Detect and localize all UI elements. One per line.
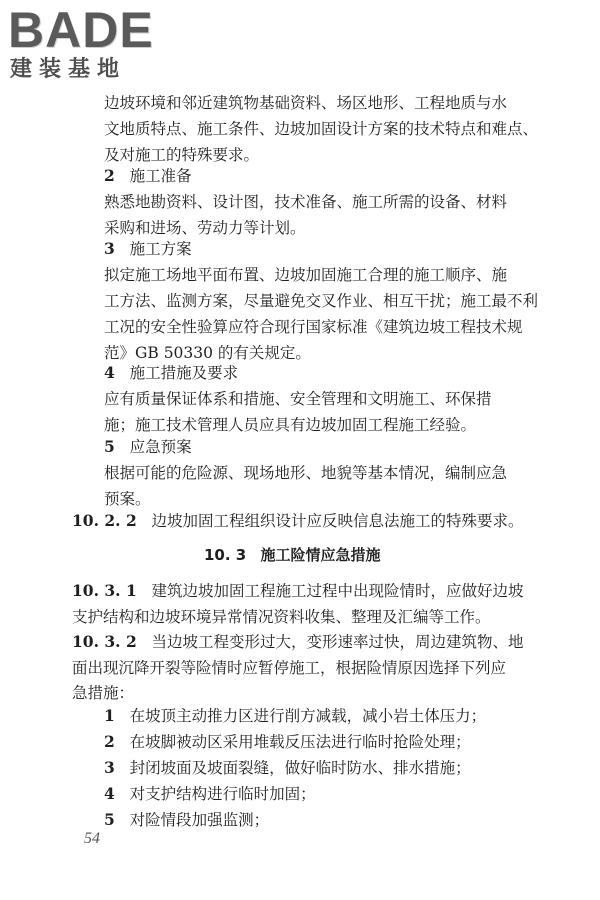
paragraph-line: 采购和进场、劳动力等计划。 [104,219,306,237]
list-item-heading: 2 施工准备 [104,166,192,185]
measure-item: 3 封闭坡面及坡面裂缝，做好临时防水、排水措施； [104,758,471,777]
page-number: 54 [84,830,100,847]
section-title: 10. 3 施工险情应急措施 [204,546,381,564]
measure-item: 4 对支护结构进行临时加固； [104,784,316,803]
paragraph-line: 拟定施工场地平面布置、边坡加固施工合理的施工顺序、施 [104,266,508,284]
paragraph-line: 工况的安全性验算应符合现行国家标准《建筑边坡工程技术规 [104,318,523,336]
logo-wordmark: BADE [8,2,154,58]
paragraph-line: 预案。 [104,490,151,508]
paragraph-line: 根据可能的危险源、现场地形、地貌等基本情况，编制应急 [104,464,508,482]
list-item-heading: 3 施工方案 [104,239,192,258]
paragraph-line: 急措施： [72,684,135,702]
paragraph-line: 范》GB 50330 的有关规定。 [104,344,311,362]
paragraph-line: 及对施工的特殊要求。 [104,146,260,164]
paragraph-line: 文地质特点、施工条件、边坡加固设计方案的技术特点和难点、 [104,120,539,138]
measure-item: 5 对险情段加强监测； [104,810,270,829]
logo-subtitle: 建装基地 [10,57,127,82]
list-item-heading: 4 施工措施及要求 [104,363,239,382]
paragraph-line: 工方法、监测方案，尽量避免交叉作业、相互干扰；施工最不利 [104,292,539,310]
clause-10-3-1: 10. 3. 1 建筑边坡加固工程施工过程中出现险情时，应做好边坡 [72,581,524,600]
clause-10-2-2: 10. 2. 2 边坡加固工程组织设计应反映信息法施工的特殊要求。 [72,511,524,530]
paragraph-line: 边坡环境和邻近建筑物基础资料、场区地形、工程地质与水 [104,94,508,112]
paragraph-line: 熟悉地勘资料、设计图，技术准备、施工所需的设备、材料 [104,193,508,211]
bade-logo [6,4,176,88]
measure-item: 2 在坡脚被动区采用堆载反压法进行临时抢险处理； [104,732,471,751]
paragraph-line: 面出现沉降开裂等险情时应暂停施工，根据险情原因选择下列应 [72,659,507,677]
measure-item: 1 在坡顶主动推力区进行削方减载，减小岩土体压力； [104,706,487,725]
list-item-heading: 5 应急预案 [104,437,192,456]
paragraph-line: 应有质量保证体系和措施、安全管理和文明施工、环保措 [104,390,492,408]
paragraph-line: 施；施工技术管理人员应具有边坡加固工程施工经验。 [104,416,477,434]
paragraph-line: 支护结构和边坡环境异常情况资料收集、整理及汇编等工作。 [72,608,491,626]
clause-10-3-2: 10. 3. 2 当边坡工程变形过大，变形速率过快，周边建筑物、地 [72,632,524,651]
